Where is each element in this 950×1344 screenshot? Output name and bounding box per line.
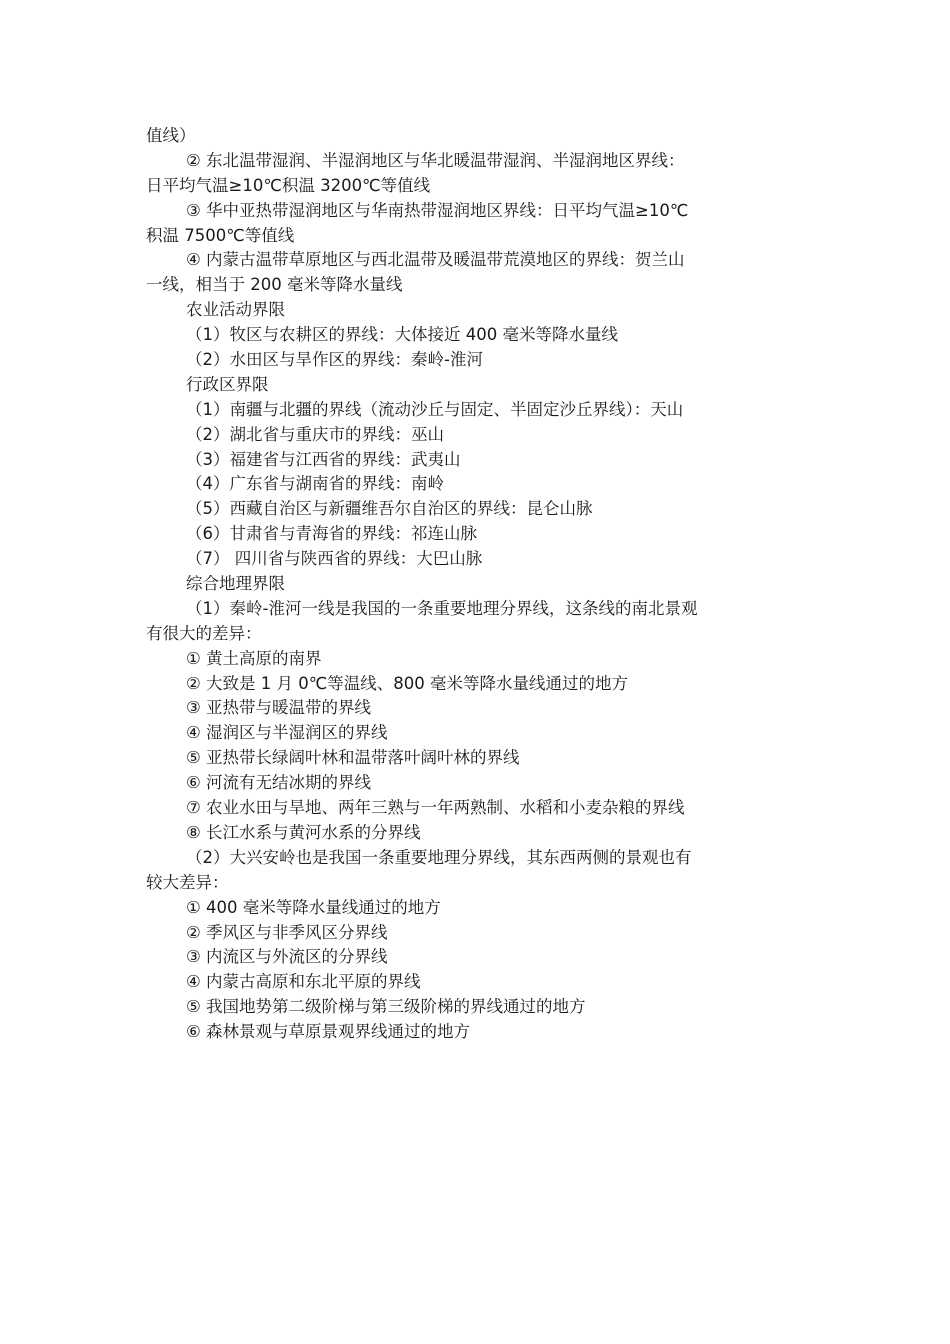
text-line: （1）南疆与北疆的界线（流动沙丘与固定、半固定沙丘界线）：天山 xyxy=(186,399,684,419)
text-line: 积温 7500℃等值线 xyxy=(146,225,295,245)
text-line: ⑥ 河流有无结冰期的界线 xyxy=(186,773,372,793)
text-line: ④ 内蒙古温带草原地区与西北温带及暖温带荒漠地区的界线：贺兰山 xyxy=(186,250,685,270)
text-line: （4）广东省与湖南省的界线：南岭 xyxy=(186,474,444,494)
text-line: （6）甘肃省与青海省的界线：祁连山脉 xyxy=(186,524,477,544)
text-line: ④ 内蒙古高原和东北平原的界线 xyxy=(186,972,421,992)
text-line: 行政区界限 xyxy=(186,374,269,394)
text-line: ② 大致是 1 月 0℃等温线、800 毫米等降水量线通过的地方 xyxy=(186,673,629,693)
text-line: ⑤ 我国地势第二级阶梯与第三级阶梯的界线通过的地方 xyxy=(186,997,586,1017)
text-line: （1）牧区与农耕区的界线：大体接近 400 毫米等降水量线 xyxy=(186,325,618,345)
text-line: ⑧ 长江水系与黄河水系的分界线 xyxy=(186,822,421,842)
text-line: （5）西藏自治区与新疆维吾尔自治区的界线：昆仑山脉 xyxy=(186,499,593,519)
text-line: ④ 湿润区与半湿润区的界线 xyxy=(186,723,388,743)
text-line: 综合地理界限 xyxy=(186,574,285,594)
text-line: 一线，相当于 200 毫米等降水量线 xyxy=(146,275,403,295)
text-line: ⑦ 农业水田与旱地、两年三熟与一年两熟制、水稻和小麦杂粮的界线 xyxy=(186,798,685,818)
text-line: （2）湖北省与重庆市的界线：巫山 xyxy=(186,424,444,444)
text-line: ⑤ 亚热带长绿阔叶林和温带落叶阔叶林的界线 xyxy=(186,748,520,768)
text-line: ① 黄土高原的南界 xyxy=(186,648,322,668)
document-body xyxy=(146,124,810,1045)
text-line: ⑥ 森林景观与草原景观界线通过的地方 xyxy=(186,1022,471,1042)
text-line: 日平均气温≥10℃积温 3200℃等值线 xyxy=(146,175,431,195)
text-line: 农业活动界限 xyxy=(186,300,285,320)
text-line: （1）秦岭-淮河一线是我国的一条重要地理分界线，这条线的南北景观 xyxy=(186,598,698,618)
text-line: ① 400 毫米等降水量线通过的地方 xyxy=(186,897,441,917)
text-line: ③ 亚热带与暖温带的界线 xyxy=(186,698,372,718)
text-line: 值线） xyxy=(146,126,196,145)
text-line: 较大差异： xyxy=(146,872,229,892)
text-line: （3）福建省与江西省的界线：武夷山 xyxy=(186,449,461,469)
text-line: （2）大兴安岭也是我国一条重要地理分界线，其东西两侧的景观也有 xyxy=(186,847,692,867)
text-line: 有很大的差异： xyxy=(146,623,262,643)
text-line: ② 东北温带湿润、半湿润地区与华北暖温带湿润、半湿润地区界线： xyxy=(186,150,685,170)
text-line: ② 季风区与非季风区分界线 xyxy=(186,922,388,942)
text-line: ③ 内流区与外流区的分界线 xyxy=(186,947,388,967)
text-line: （2）水田区与旱作区的界线：秦岭-淮河 xyxy=(186,350,483,370)
text-line: ③ 华中亚热带湿润地区与华南热带湿润地区界线：日平均气温≥10℃ xyxy=(186,200,689,220)
text-line: （7） 四川省与陕西省的界线：大巴山脉 xyxy=(186,549,483,569)
